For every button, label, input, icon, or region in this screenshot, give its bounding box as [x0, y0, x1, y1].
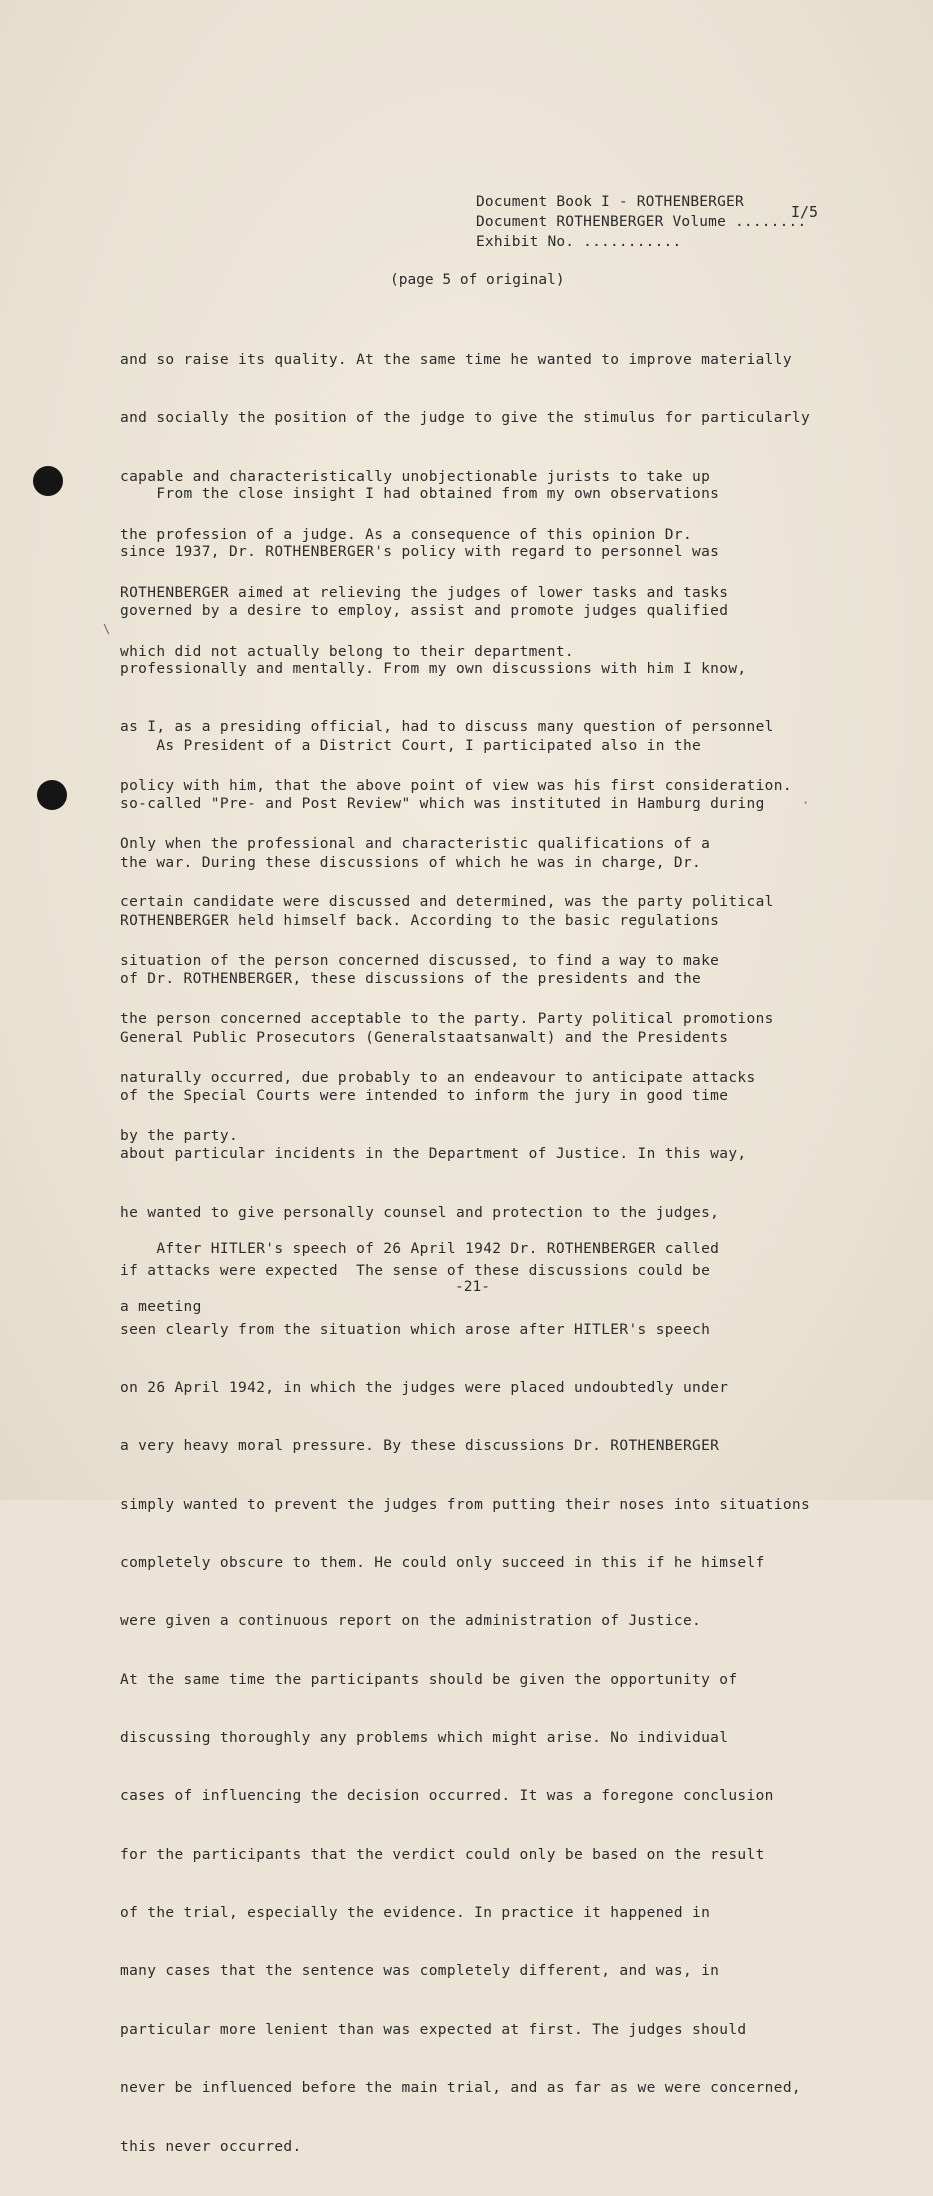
text-line: ROTHENBERGER held himself back. According to the basic regulations [120, 912, 720, 929]
text-line: professionally and mentally. From my own discussions with him I know, [120, 660, 747, 677]
page-number: -21- [455, 1279, 490, 1295]
punch-hole [37, 780, 67, 810]
text-line: From the close insight I had obtained from my own observations [120, 485, 720, 502]
text-line: by the party. [120, 1127, 239, 1144]
text-line: seen clearly from the situation which arose after HITLER's speech [120, 1321, 711, 1338]
paragraph-4 [120, 1201, 860, 1357]
text-line: As President of a District Court, I participated also in the [120, 737, 702, 754]
text-line: At the same time the participants should be given the opportunity of [120, 1671, 738, 1688]
text-line: on 26 April 1942, in which the judges were placed undoubtedly under [120, 1379, 729, 1396]
text-line: naturally occurred, due probably to an endeavour to anticipate attacks [120, 1069, 756, 1086]
text-line: so-called "Pre- and Post Review" which was instituted in Hamburg during [120, 796, 765, 813]
header-volume-line: Document ROTHENBERGER Volume ........ [476, 214, 807, 230]
document-header [476, 192, 806, 252]
paragraph-3 [120, 698, 860, 2196]
text-line: situation of the person concerned discussed, to find a way to make [120, 952, 720, 969]
text-line: of the Special Courts were intended to inform the jury in good time [120, 1088, 729, 1105]
text-line: never be influenced before the main trial, and as far as we were concerned, [120, 2080, 801, 2097]
text-line: since 1937, Dr. ROTHENBERGER's policy with regard to personnel was [120, 544, 720, 561]
text-line: General Public Prosecutors (Generalstaatsanwalt) and the Presidents [120, 1029, 729, 1046]
text-line: this never occurred. [120, 2138, 302, 2155]
page-note: (page 5 of original) [390, 272, 565, 288]
text-line: particular more lenient than was expected at first. The judges should [120, 2021, 747, 2038]
text-line: After HITLER's speech of 26 April 1942 Dr. ROTHENBERGER called [120, 1240, 720, 1257]
text-line: and so raise its quality. At the same time he wanted to improve materially [120, 351, 792, 368]
text-line: many cases that the sentence was completely different, and was, in [120, 1963, 720, 1980]
text-line: discussing thoroughly any problems which might arise. No individual [120, 1730, 729, 1747]
text-line: the person concerned acceptable to the party. Party political promotions [120, 1011, 774, 1028]
text-line: ROTHENBERGER aimed at relieving the judges of lower tasks and tasks [120, 585, 729, 602]
text-line: were given a continuous report on the administration of Justice. [120, 1613, 702, 1630]
text-line: cases of influencing the decision occurred. It was a foregone conclusion [120, 1788, 774, 1805]
header-book-line: Document Book I - ROTHENBERGER [476, 194, 744, 210]
text-line: simply wanted to prevent the judges from putting their noses into situations [120, 1496, 811, 1513]
text-line: if attacks were expected The sense of these discussions could be [120, 1263, 711, 1280]
text-line: and socially the position of the judge to give the stimulus for particularly [120, 410, 811, 427]
header-exhibit-line: Exhibit No. ........... [476, 234, 682, 250]
text-line: of the trial, especially the evidence. In practice it happened in [120, 1905, 711, 1922]
text-line: a very heavy moral pressure. By these discussions Dr. ROTHENBERGER [120, 1438, 720, 1455]
text-line: policy with him, that the above point of view was his first consideration. [120, 777, 792, 794]
punch-hole [33, 466, 63, 496]
text-line: completely obscure to them. He could only succeed in this if he himself [120, 1554, 765, 1571]
text-line: governed by a desire to employ, assist and promote judges qualified [120, 602, 729, 619]
margin-mark: \ [103, 622, 111, 636]
text-line: the profession of a judge. As a consequence of this opinion Dr. [120, 526, 693, 543]
text-line: Only when the professional and characteristic qualifications of a [120, 836, 711, 853]
text-line: certain candidate were discussed and determined, was the party political [120, 894, 774, 911]
text-line: of Dr. ROTHENBERGER, these discussions of the presidents and the [120, 971, 702, 988]
text-line: as I, as a presiding official, had to discuss many question of personnel [120, 719, 774, 736]
text-line: which did not actually belong to their department. [120, 643, 574, 660]
text-line: capable and characteristically unobjectionable jurists to take up [120, 468, 711, 485]
text-line: for the participants that the verdict could only be based on the result [120, 1846, 765, 1863]
text-line: about particular incidents in the Department of Justice. In this way, [120, 1146, 747, 1163]
margin-mark: · [802, 796, 810, 810]
text-line: he wanted to give personally counsel and protection to the judges, [120, 1204, 720, 1221]
volume-mark: I/5 [791, 203, 819, 221]
text-line: the war. During these discussions of which he was in charge, Dr. [120, 854, 702, 871]
text-line: a meeting [120, 1299, 202, 1316]
